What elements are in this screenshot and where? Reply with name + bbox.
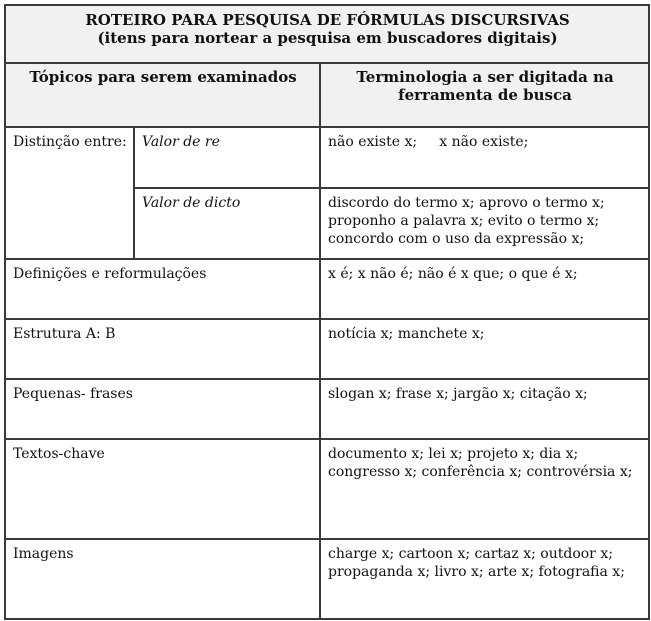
title-line-2: (itens para nortear a pesquisa em buscadores digitais): [97, 29, 558, 47]
terms-cell: x é; x não é; não é x que; o que é x;: [320, 259, 649, 319]
table-row: [5, 319, 649, 379]
terms-cell: notícia x; manchete x;: [320, 319, 649, 379]
topic-cell: Distinção entre:: [5, 127, 134, 259]
terms-cell: documento x; lei x; projeto x; dia x; congresso x; conferência x; controvérsia x;: [320, 439, 649, 539]
header-terms: Terminologia a ser digitada na ferramenta de busca: [320, 63, 649, 127]
table-row: [5, 439, 649, 539]
table-title: [5, 5, 649, 63]
header-row: [5, 63, 649, 127]
topic-cell: Pequenas- frases: [5, 379, 320, 439]
topic-cell: Textos-chave: [5, 439, 320, 539]
topic-cell: Estrutura A: B: [5, 319, 320, 379]
topic-cell: Imagens: [5, 539, 320, 619]
title-row: [5, 5, 649, 63]
topic-cell: Definições e reformulações: [5, 259, 320, 319]
terms-cell: charge x; cartoon x; cartaz x; outdoor x; propaganda x; livro x; arte x; fotografia x;: [320, 539, 649, 619]
table-row: [5, 127, 649, 188]
terms-cell: slogan x; frase x; jargão x; citação x;: [320, 379, 649, 439]
terms-cell: não existe x; x não existe;: [320, 127, 649, 188]
subtopic-cell: Valor de dicto: [134, 188, 320, 259]
subtopic-cell: Valor de re: [134, 127, 320, 188]
title-line-1: ROTEIRO PARA PESQUISA DE FÓRMULAS DISCURSIVAS: [85, 11, 570, 29]
table-row: [5, 259, 649, 319]
header-topics: Tópicos para serem examinados: [5, 63, 320, 127]
table-row: [5, 379, 649, 439]
research-guide-table: [4, 4, 650, 620]
terms-cell: discordo do termo x; aprovo o termo x; proponho a palavra x; evito o termo x; concordo com o uso da expressão x;: [320, 188, 649, 259]
table-row: [5, 539, 649, 619]
